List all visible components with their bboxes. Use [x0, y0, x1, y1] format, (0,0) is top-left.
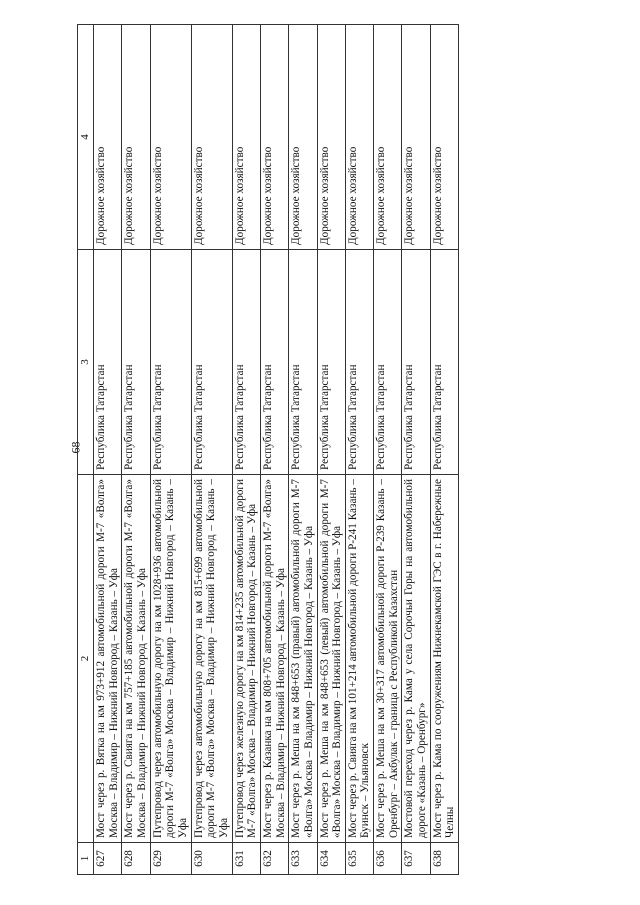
row-number: 632: [260, 843, 288, 875]
region-cell: Республика Татарстан: [430, 250, 458, 475]
object-name: Мост через р. Вятка на км 973+912 автомобильной дороги М-7 «Волга» Москва – Владимир – Нижний Новгород – Казань – Уфа: [94, 475, 122, 843]
sector-cell: Дорожное хозяйство: [317, 25, 345, 250]
sector-cell: Дорожное хозяйство: [122, 25, 150, 250]
table-row: [374, 25, 402, 875]
region-cell: Республика Татарстан: [94, 250, 122, 475]
column-header: 3: [78, 250, 94, 475]
table-row: [402, 25, 430, 875]
sector-cell: Дорожное хозяйство: [260, 25, 288, 250]
table-row: [94, 25, 122, 875]
region-cell: Республика Татарстан: [122, 250, 150, 475]
region-cell: Республика Татарстан: [150, 250, 191, 475]
table-row: [232, 25, 260, 875]
sector-cell: Дорожное хозяйство: [289, 25, 317, 250]
registry-table: [77, 24, 459, 875]
object-name: Мост через р. Меша на км 848+653 (правый) автомобильной дороги М-7 «Волга» Москва – Владимир – Нижний Новгород – Казань – Уфа: [289, 475, 317, 843]
row-number: 633: [289, 843, 317, 875]
sector-cell: Дорожное хозяйство: [191, 25, 232, 250]
row-number: 630: [191, 843, 232, 875]
column-header: 2: [78, 475, 94, 843]
region-cell: Республика Татарстан: [317, 250, 345, 475]
table-row: [191, 25, 232, 875]
object-name: Мост через р. Свияга на км 757+185 автомобильной дороги М-7 «Волга» Москва – Владимир – Нижний Новгород – Казань – Уфа: [122, 475, 150, 843]
object-name: Мост через р. Казанка на км 808+705 автомобильной дороги М-7 «Волга» Москва – Владимир – Нижний Новгород – Казань – Уфа: [260, 475, 288, 843]
object-name: Путепровод через автомобильную дорогу на км 815+699 автомобильной дороги М-7 «Волга» Москва – Владимир – Нижний Новгород – Казань – Уфа: [191, 475, 232, 843]
row-number: 638: [430, 843, 458, 875]
region-cell: Республика Татарстан: [191, 250, 232, 475]
table-row: [317, 25, 345, 875]
sector-cell: Дорожное хозяйство: [402, 25, 430, 250]
sector-cell: Дорожное хозяйство: [345, 25, 373, 250]
table-row: [150, 25, 191, 875]
table-row: [430, 25, 458, 875]
row-number: 635: [345, 843, 373, 875]
row-number: 627: [94, 843, 122, 875]
column-header: 1: [78, 843, 94, 875]
object-name: Мост через р. Меша на км 30+317 автомобильной дороги Р-239 Казань – Оренбург – Акбулак – граница с Республикой Казахстан: [374, 475, 402, 843]
object-name: Мост через р. Кама по сооружениям Нижнекамской ГЭС в г. Набережные Челны: [430, 475, 458, 843]
table-row: [122, 25, 150, 875]
table-row: [345, 25, 373, 875]
sector-cell: Дорожное хозяйство: [430, 25, 458, 250]
sector-cell: Дорожное хозяйство: [94, 25, 122, 250]
header-row: [78, 25, 94, 875]
object-name: Путепровод через железную дорогу на км 814+235 автомобильной дороги М-7 «Волга» Москва – Владимир – Нижний Новгород – Казань – Уфа: [232, 475, 260, 843]
page-number: 68: [68, 441, 83, 454]
rotated-content: [77, 25, 607, 875]
object-name: Мост через р. Меша на км 848+653 (левый) автомобильной дороги М-7 «Волга» Москва – Владимир – Нижний Новгород – Казань – Уфа: [317, 475, 345, 843]
sector-cell: Дорожное хозяйство: [374, 25, 402, 250]
sector-cell: Дорожное хозяйство: [150, 25, 191, 250]
region-cell: Республика Татарстан: [345, 250, 373, 475]
table-row: [289, 25, 317, 875]
column-header: 4: [78, 25, 94, 250]
sector-cell: Дорожное хозяйство: [232, 25, 260, 250]
row-number: 637: [402, 843, 430, 875]
region-cell: Республика Татарстан: [374, 250, 402, 475]
row-number: 631: [232, 843, 260, 875]
region-cell: Республика Татарстан: [232, 250, 260, 475]
row-number: 636: [374, 843, 402, 875]
region-cell: Республика Татарстан: [402, 250, 430, 475]
object-name: Путепровод через автомобильную дорогу на км 1028+936 автомобильной дороги М-7 «Волга» Москва – Владимир – Нижний Новгород – Казань – Уфа: [150, 475, 191, 843]
region-cell: Республика Татарстан: [260, 250, 288, 475]
table-row: [260, 25, 288, 875]
object-name: Мост через р. Свияга на км 101+214 автомобильной дороги Р-241 Казань – Буинск – Ульяновск: [345, 475, 373, 843]
object-name: Мостовой переход через р. Кама у села Сорочьи Горы на автомобильной дороге «Казань – Оренбург»: [402, 475, 430, 843]
region-cell: Республика Татарстан: [289, 250, 317, 475]
row-number: 629: [150, 843, 191, 875]
registry-sheet: [77, 25, 607, 875]
row-number: 628: [122, 843, 150, 875]
row-number: 634: [317, 843, 345, 875]
